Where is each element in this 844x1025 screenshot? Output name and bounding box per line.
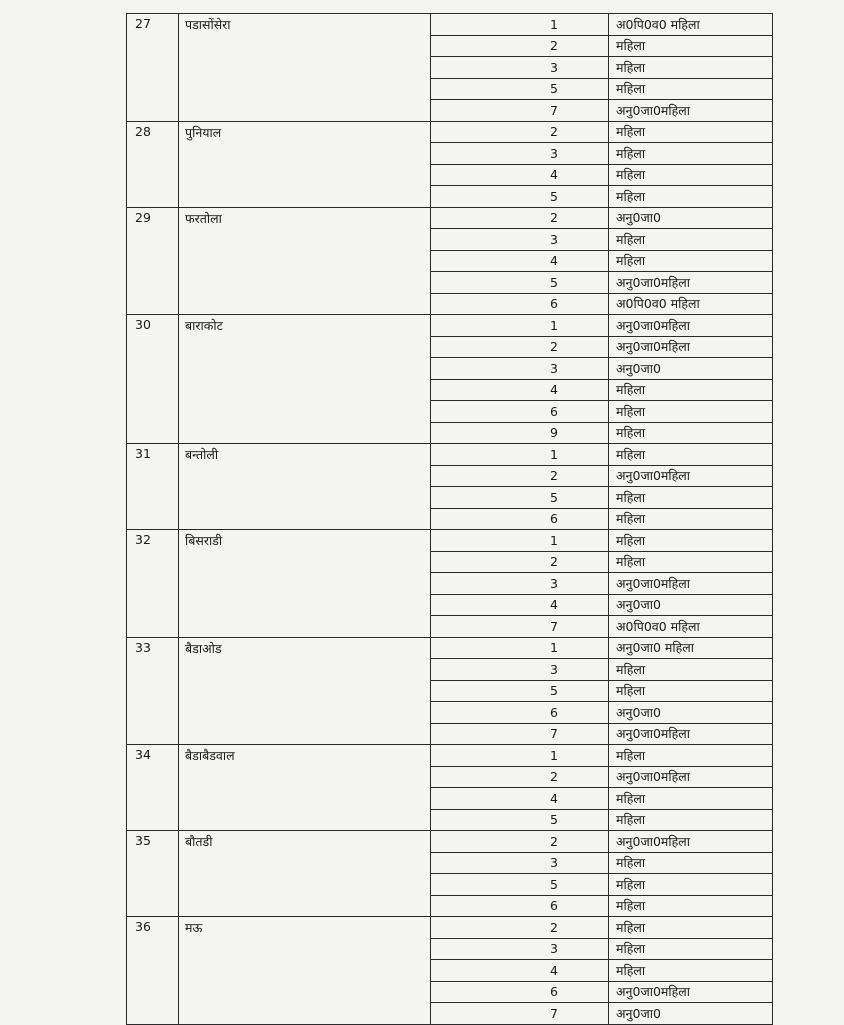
table-row: [127, 207, 773, 229]
ward-number: 3: [431, 938, 609, 960]
panchayat-name: बिसराडी: [179, 530, 431, 638]
reservation-category: महिला: [609, 78, 773, 100]
reservation-category: महिला: [609, 164, 773, 186]
panchayat-name: फरतोला: [179, 207, 431, 315]
ward-number: 6: [431, 401, 609, 423]
reservation-category: अनु0जा0: [609, 594, 773, 616]
ward-number: 4: [431, 250, 609, 272]
ward-number: 4: [431, 960, 609, 982]
ward-number: 3: [431, 358, 609, 380]
serial-number: 30: [127, 315, 179, 444]
reservation-category: महिला: [609, 250, 773, 272]
reservation-category: अनु0जा0महिला: [609, 100, 773, 122]
ward-number: 3: [431, 229, 609, 251]
ward-number: 1: [431, 315, 609, 337]
ward-number: 4: [431, 379, 609, 401]
reservation-category: महिला: [609, 186, 773, 208]
reservation-category: महिला: [609, 35, 773, 57]
ward-number: 3: [431, 143, 609, 165]
table-row: [127, 745, 773, 767]
serial-number: 36: [127, 917, 179, 1025]
ward-number: 7: [431, 1003, 609, 1025]
table-row: [127, 917, 773, 939]
ward-number: 3: [431, 852, 609, 874]
ward-number: 5: [431, 78, 609, 100]
reservation-category: महिला: [609, 659, 773, 681]
table-row: [127, 444, 773, 466]
serial-number: 32: [127, 530, 179, 638]
ward-number: 6: [431, 981, 609, 1003]
reservation-category: अनु0जा0: [609, 702, 773, 724]
reservation-category: महिला: [609, 551, 773, 573]
reservation-category: अनु0जा0महिला: [609, 465, 773, 487]
reservation-category: महिला: [609, 508, 773, 530]
reservation-category: महिला: [609, 809, 773, 831]
reservation-category: अनु0जा0: [609, 358, 773, 380]
reservation-category: महिला: [609, 143, 773, 165]
ward-number: 5: [431, 272, 609, 294]
ward-number: 2: [431, 336, 609, 358]
reservation-category: महिला: [609, 745, 773, 767]
table-body: [127, 14, 773, 1025]
reservation-category: महिला: [609, 938, 773, 960]
reservation-category: अनु0जा0महिला: [609, 766, 773, 788]
reservation-category: अनु0जा0महिला: [609, 573, 773, 595]
ward-number: 2: [431, 121, 609, 143]
reservation-category: महिला: [609, 960, 773, 982]
table-row: [127, 121, 773, 143]
ward-number: 2: [431, 917, 609, 939]
ward-number: 3: [431, 57, 609, 79]
reservation-category: महिला: [609, 444, 773, 466]
ward-number: 7: [431, 616, 609, 638]
panchayat-name: पुनियाल: [179, 121, 431, 207]
serial-number: 35: [127, 831, 179, 917]
ward-number: 6: [431, 702, 609, 724]
ward-number: 5: [431, 487, 609, 509]
ward-number: 5: [431, 809, 609, 831]
reservation-category: अनु0जा0: [609, 207, 773, 229]
reservation-category: महिला: [609, 379, 773, 401]
reservation-category: अ0पि0व0 महिला: [609, 616, 773, 638]
reservation-category: महिला: [609, 229, 773, 251]
reservation-category: अ0पि0व0 महिला: [609, 14, 773, 36]
reservation-category: अनु0जा0महिला: [609, 981, 773, 1003]
reservation-category: महिला: [609, 680, 773, 702]
reservation-category: महिला: [609, 874, 773, 896]
table-row: [127, 315, 773, 337]
table-row: [127, 637, 773, 659]
panchayat-name: बन्तोली: [179, 444, 431, 530]
reservation-table: [126, 13, 773, 1025]
ward-number: 6: [431, 508, 609, 530]
reservation-category: अनु0जा0 महिला: [609, 637, 773, 659]
reservation-category: अनु0जा0महिला: [609, 272, 773, 294]
reservation-category: अनु0जा0: [609, 1003, 773, 1025]
reservation-category: अ0पि0व0 महिला: [609, 293, 773, 315]
reservation-category: महिला: [609, 530, 773, 552]
ward-number: 2: [431, 831, 609, 853]
reservation-category: महिला: [609, 852, 773, 874]
reservation-category: महिला: [609, 788, 773, 810]
ward-number: 6: [431, 895, 609, 917]
serial-number: 27: [127, 14, 179, 122]
ward-number: 1: [431, 444, 609, 466]
reservation-category: अनु0जा0महिला: [609, 723, 773, 745]
ward-number: 2: [431, 465, 609, 487]
ward-number: 7: [431, 723, 609, 745]
ward-number: 7: [431, 100, 609, 122]
panchayat-name: पडासोंसेरा: [179, 14, 431, 122]
ward-number: 5: [431, 874, 609, 896]
reservation-category: महिला: [609, 401, 773, 423]
reservation-category: महिला: [609, 422, 773, 444]
reservation-category: महिला: [609, 57, 773, 79]
reservation-category: अनु0जा0महिला: [609, 315, 773, 337]
panchayat-name: मऊ: [179, 917, 431, 1025]
serial-number: 33: [127, 637, 179, 745]
ward-number: 1: [431, 637, 609, 659]
table-row: [127, 14, 773, 36]
ward-number: 6: [431, 293, 609, 315]
table-row: [127, 530, 773, 552]
reservation-category: महिला: [609, 121, 773, 143]
reservation-category: अनु0जा0महिला: [609, 831, 773, 853]
ward-number: 1: [431, 14, 609, 36]
ward-number: 2: [431, 207, 609, 229]
serial-number: 29: [127, 207, 179, 315]
ward-number: 1: [431, 530, 609, 552]
ward-number: 4: [431, 594, 609, 616]
reservation-category: अनु0जा0महिला: [609, 336, 773, 358]
panchayat-name: बैडाबैडवाल: [179, 745, 431, 831]
ward-number: 4: [431, 164, 609, 186]
ward-number: 4: [431, 788, 609, 810]
serial-number: 28: [127, 121, 179, 207]
ward-number: 9: [431, 422, 609, 444]
ward-number: 3: [431, 659, 609, 681]
ward-number: 2: [431, 551, 609, 573]
panchayat-name: बाराकोट: [179, 315, 431, 444]
table-row: [127, 831, 773, 853]
ward-number: 5: [431, 680, 609, 702]
panchayat-name: बौतडी: [179, 831, 431, 917]
ward-number: 1: [431, 745, 609, 767]
reservation-category: महिला: [609, 917, 773, 939]
ward-number: 3: [431, 573, 609, 595]
reservation-category: महिला: [609, 487, 773, 509]
serial-number: 34: [127, 745, 179, 831]
reservation-category: महिला: [609, 895, 773, 917]
serial-number: 31: [127, 444, 179, 530]
ward-number: 5: [431, 186, 609, 208]
panchayat-name: बैडाओड: [179, 637, 431, 745]
ward-number: 2: [431, 35, 609, 57]
ward-number: 2: [431, 766, 609, 788]
